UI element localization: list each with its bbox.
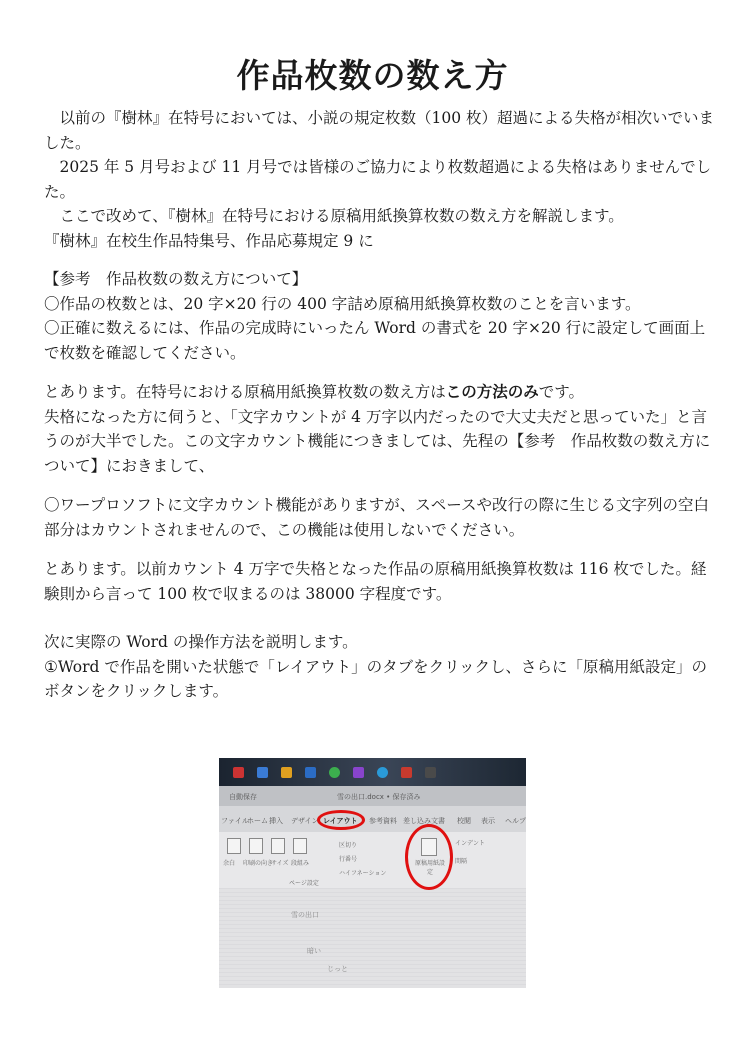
chrome-icon xyxy=(329,767,340,778)
orientation-icon xyxy=(249,838,263,854)
method-text-post: です。 xyxy=(538,383,585,401)
doc-line: 雪の出口 xyxy=(291,911,319,919)
ribbon-layout xyxy=(219,832,526,888)
margins-button[interactable]: 余白 xyxy=(223,860,236,867)
method-text-pre: とあります。在特号における原稿用紙換算枚数の数え方は xyxy=(44,383,446,401)
app-icon xyxy=(233,767,244,778)
tab-references[interactable]: 参考資料 xyxy=(369,817,397,825)
indent-label: インデント xyxy=(455,840,485,847)
word-screenshot-photo xyxy=(219,758,526,988)
layout-tab-highlight xyxy=(317,810,365,830)
tab-layout[interactable]: レイアウト xyxy=(323,817,358,825)
paragraph-experience: とあります。以前カウント 4 万字で失格となった作品の原稿用紙換算枚数は 116 枚でした。経験則から言って 100 枚で収まるのは 38000 字程度です。 xyxy=(44,560,707,603)
autosave-label: 自動保存 xyxy=(229,793,257,801)
spacing-label: 間隔 xyxy=(455,858,468,865)
tab-view[interactable]: 表示 xyxy=(481,817,495,825)
tab-design[interactable]: デザイン xyxy=(291,817,319,825)
app-icon xyxy=(281,767,292,778)
edge-icon xyxy=(377,767,388,778)
orientation-button[interactable]: 印刷の向き xyxy=(243,860,274,867)
app-icon xyxy=(257,767,268,778)
reference-item-2: 〇正確に数えるには、作品の完成時にいったん Word の書式を 20 字×20 行に設定して画面上で枚数を確認してください。 xyxy=(44,319,706,362)
paragraph-disqualified: 失格になった方に伺うと、「文字カウントが 4 万字以内だったので大丈夫だと思っていた」と言うのが大半でした。この文字カウント機能につきましては、先程の【参考 作品枚数の数え方について】におきまして、 xyxy=(44,407,711,475)
columns-icon xyxy=(293,838,307,854)
page-setup-group-label: ページ設定 xyxy=(289,880,319,887)
tab-file[interactable]: ファイル xyxy=(221,817,249,825)
breaks-button[interactable]: 区切り xyxy=(339,842,358,849)
reference-heading: 【参考 作品枚数の数え方について】 xyxy=(44,270,308,288)
size-icon xyxy=(271,838,285,854)
taskbar xyxy=(219,758,526,786)
genkou-button-highlight xyxy=(405,824,453,890)
paragraph-word-intro: 次に実際の Word の操作方法を説明します。 xyxy=(44,633,358,651)
reference-item-3: 〇ワープロソフトに文字カウント機能がありますが、スペースや改行の際に生じる文字列の空白部分はカウントされませんので、この機能は使用しないでください。 xyxy=(44,496,709,539)
margins-icon xyxy=(227,838,241,854)
columns-button[interactable]: 段組み xyxy=(291,860,310,867)
doc-line: 暗い xyxy=(307,947,321,955)
document-body xyxy=(44,106,716,704)
app-icon xyxy=(401,767,412,778)
genkou-setting-button[interactable]: 原稿用紙設定 xyxy=(415,860,446,876)
tab-insert[interactable]: 挿入 xyxy=(269,817,283,825)
tab-mailings[interactable]: 差し込み文書 xyxy=(403,817,445,825)
paragraph-step-1: ①Word で作品を開いた状態で「レイアウト」のタブをクリックし、さらに「原稿用紙設定」のボタンをクリックします。 xyxy=(44,657,708,700)
hyphenation-button[interactable]: ハイフネーション xyxy=(339,870,387,877)
app-icon xyxy=(425,767,436,778)
method-emphasis: この方法のみ xyxy=(445,382,539,401)
app-icon xyxy=(353,767,364,778)
reference-item-1: 〇作品の枚数とは、20 字×20 行の 400 字詰め原稿用紙換算枚数のことを言います。 xyxy=(44,294,641,313)
paragraph-2025: 2025 年 5 月号および 11 月号では皆様のご協力により枚数超過による失格はありませんでした。 xyxy=(44,158,712,201)
paragraph-intro: 以前の『樹林』在特号においては、小説の規定枚数（100 枚）超過による失格が相次いでいました。 xyxy=(44,109,715,152)
word-titlebar xyxy=(219,786,526,806)
tab-home[interactable]: ホーム xyxy=(247,817,268,825)
ribbon-tabs xyxy=(219,806,526,832)
line-numbers-button[interactable]: 行番号 xyxy=(339,856,358,863)
tab-help[interactable]: ヘルプ xyxy=(505,817,526,825)
app-icon xyxy=(305,767,316,778)
document-area xyxy=(219,888,526,988)
paragraph-rule-ref: 『樹林』在校生作品特集号、作品応募規定 9 に xyxy=(44,231,374,250)
paragraph-method xyxy=(44,380,716,405)
tab-review[interactable]: 校閲 xyxy=(457,817,471,825)
size-button[interactable]: サイズ xyxy=(271,860,289,867)
doc-line: じっと xyxy=(327,965,348,973)
page-title: 作品枚数の数え方 xyxy=(236,56,509,95)
paragraph-explain: ここで改めて、『樹林』在特号における原稿用紙換算枚数の数え方を解説します。 xyxy=(59,207,624,225)
document-filename: 雪の出口.docx • 保存済み xyxy=(337,793,421,801)
